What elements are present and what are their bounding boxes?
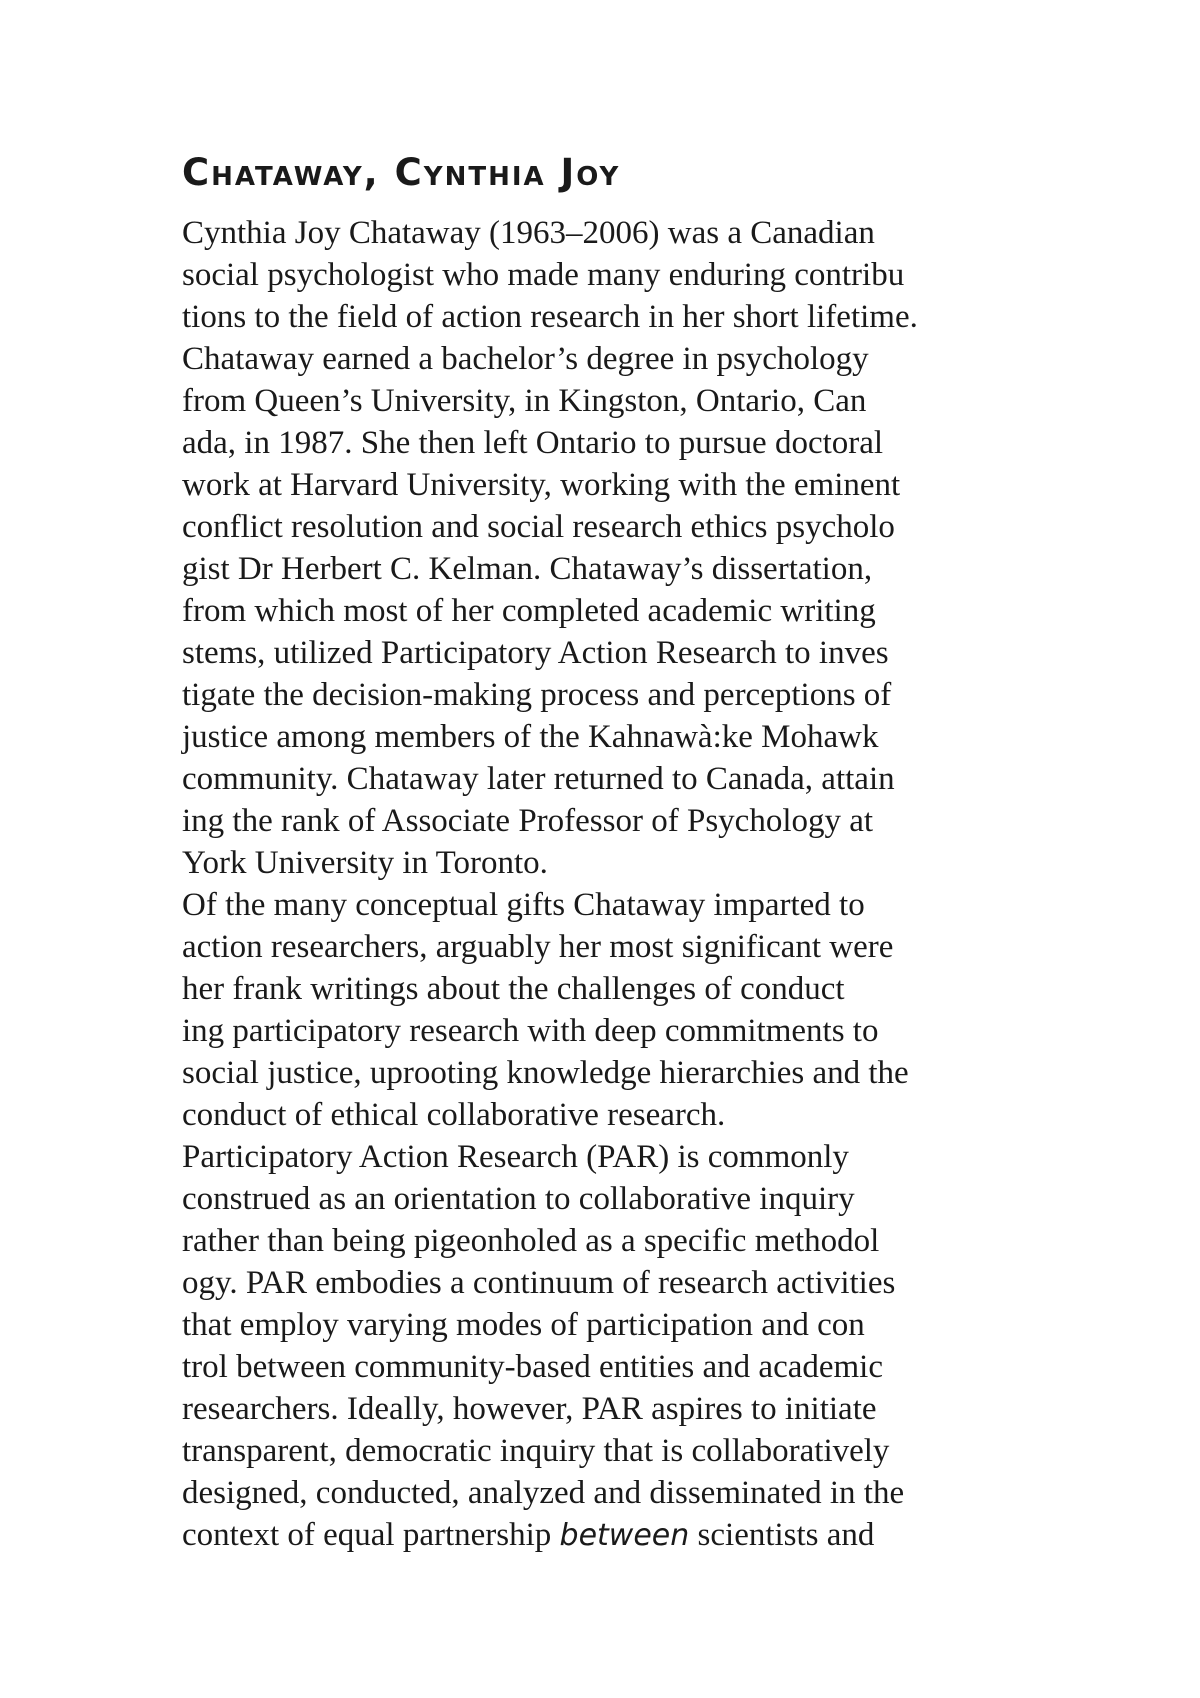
body-line: gist Dr Herbert C. Kelman. Chataway’s dissertation, xyxy=(182,551,873,587)
body-line: ing the rank of Associate Professor of Psychology at xyxy=(182,803,874,839)
body-line: Participatory Action Research (PAR) is commonly xyxy=(182,1139,849,1175)
body-line: community. Chataway later returned to Canada, attain xyxy=(182,761,895,797)
body-line: York University in Toronto. xyxy=(182,845,548,881)
entry-body xyxy=(182,212,1022,1556)
body-line: work at Harvard University, working with the eminent xyxy=(182,467,901,503)
body-line: conduct of ethical collaborative research. xyxy=(182,1097,726,1133)
body-line: justice among members of the Kahnawà:ke Mohawk xyxy=(182,719,879,755)
body-line: trol between community-based entities and academic xyxy=(182,1349,883,1385)
last-line-end: scientists and xyxy=(689,1517,875,1553)
body-line: social justice, uprooting knowledge hierarchies and the xyxy=(182,1055,909,1091)
entry-title: Chataway, Cynthia Joy xyxy=(182,151,621,194)
body-line: from which most of her completed academic writing xyxy=(182,593,876,629)
body-line: social psychologist who made many enduring contribu xyxy=(182,257,905,293)
body-line: ada, in 1987. She then left Ontario to pursue doctoral xyxy=(182,425,884,461)
body-line: designed, conducted, analyzed and disseminated in the xyxy=(182,1475,905,1511)
body-line: construed as an orientation to collaborative inquiry xyxy=(182,1181,855,1217)
body-line: tigate the decision-making process and perceptions of xyxy=(182,677,892,713)
emphasized-word: between xyxy=(559,1518,690,1553)
body-line: researchers. Ideally, however, PAR aspires to initiate xyxy=(182,1391,877,1427)
body-line: Of the many conceptual gifts Chataway imparted to xyxy=(182,887,865,923)
body-line: transparent, democratic inquiry that is collaboratively xyxy=(182,1433,890,1469)
body-line: rather than being pigeonholed as a specific methodol xyxy=(182,1223,880,1259)
body-line: Chataway earned a bachelor’s degree in psychology xyxy=(182,341,869,377)
body-line: stems, utilized Participatory Action Research to inves xyxy=(182,635,889,671)
body-line: Cynthia Joy Chataway (1963–2006) was a Canadian xyxy=(182,215,875,251)
body-line: that employ varying modes of participation and con xyxy=(182,1307,865,1343)
body-line: tions to the field of action research in her short lifetime. xyxy=(182,299,918,335)
body-line-last xyxy=(182,1514,1022,1556)
body-line: ogy. PAR embodies a continuum of research activities xyxy=(182,1265,896,1301)
body-line: from Queen’s University, in Kingston, Ontario, Can xyxy=(182,383,867,419)
body-line: her frank writings about the challenges of conduct xyxy=(182,971,845,1007)
body-line: action researchers, arguably her most significant were xyxy=(182,929,894,965)
body-line: conflict resolution and social research ethics psycholo xyxy=(182,509,895,545)
last-line-start: context of equal partnership xyxy=(182,1517,560,1553)
body-line: ing participatory research with deep commitments to xyxy=(182,1013,879,1049)
